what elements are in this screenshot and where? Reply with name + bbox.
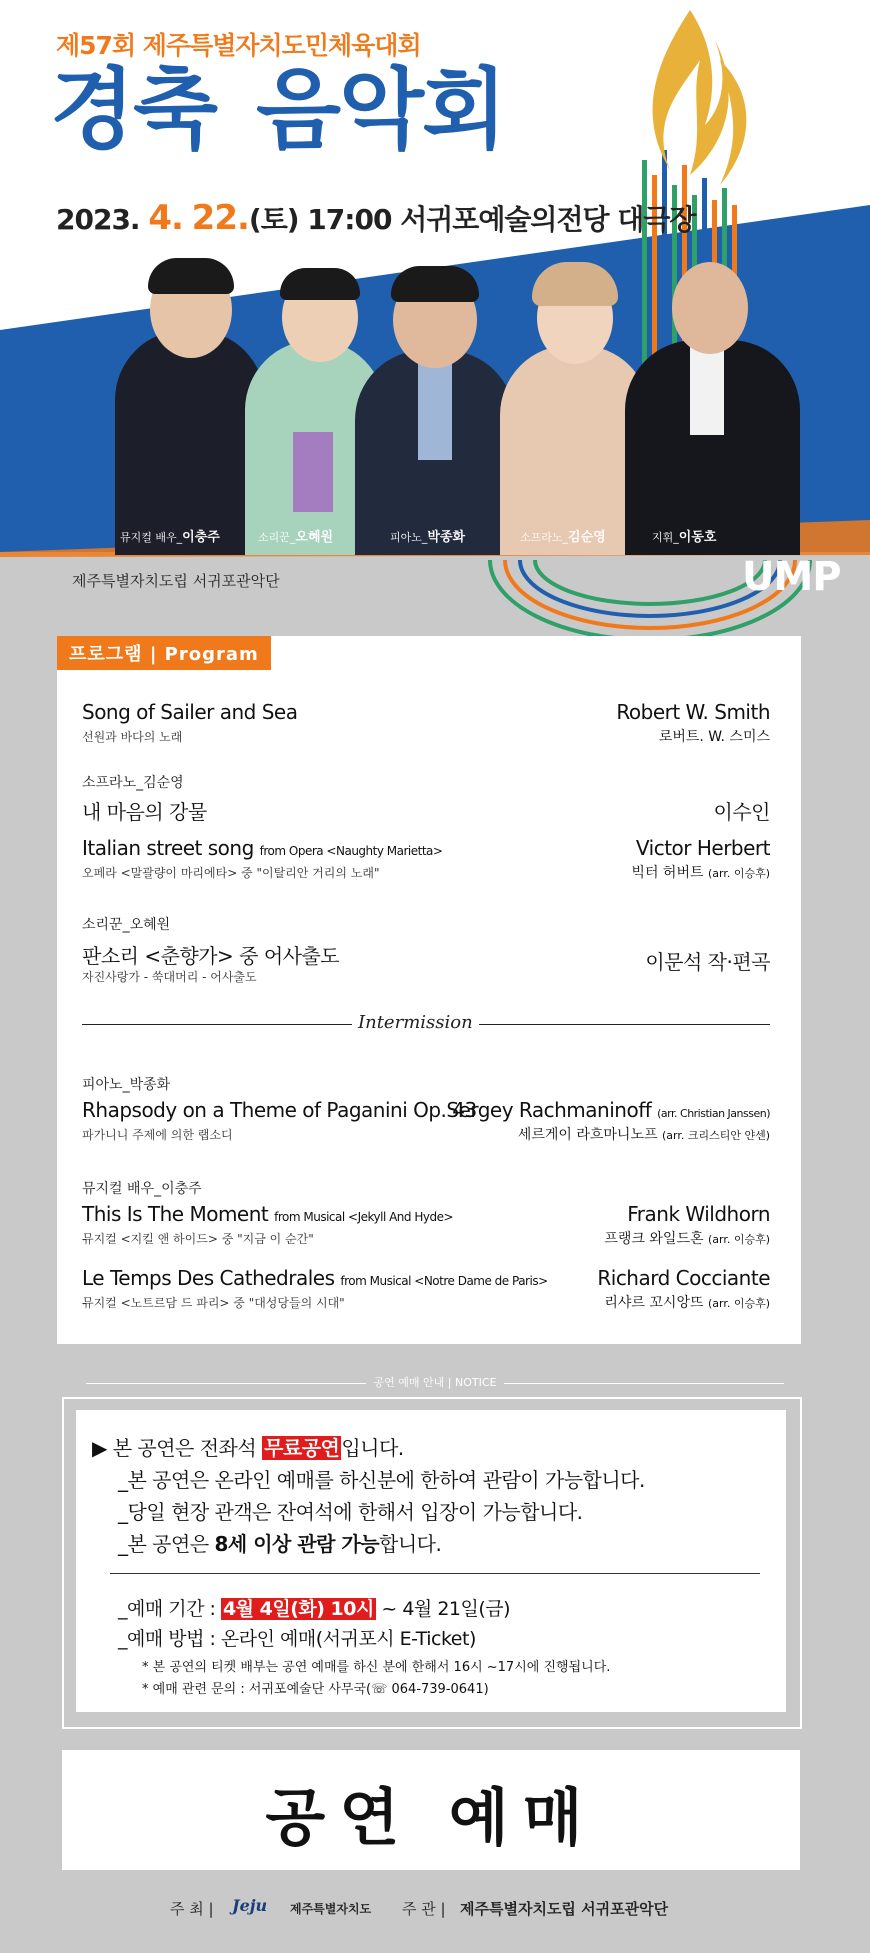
performer-heading: 소프라노_김순영: [82, 775, 184, 791]
booking-method: _예매 방법 : 온라인 예매(서귀포시 E-Ticket): [118, 1628, 476, 1650]
piece-subtitle: 파가니니 주제에 의한 랩소디: [82, 1128, 233, 1142]
notice-line-1: ▶ 본 공연은 전좌석 무료공연 입니다.: [92, 1436, 404, 1460]
intermission-divider: [82, 1012, 770, 1032]
composer-name-kr: 프랭크 와일드혼 (arr. 이승후): [604, 1231, 770, 1247]
performer-heading: 소리꾼_오혜원: [82, 917, 171, 933]
notice-note-1: * 본 공연의 티켓 배부는 공연 예매를 하신 분에 한해서 16시 ~17시에 진행됩니다.: [142, 1660, 611, 1675]
host-label: 주 최 |: [170, 1900, 214, 1918]
date-day: 22.: [191, 198, 249, 238]
composer-name: Frank Wildhorn: [627, 1202, 770, 1226]
piece-subtitle: 뮤지컬 <노트르담 드 파리> 중 "대성당들의 시대": [82, 1296, 345, 1310]
notice-note-2: * 예매 관련 문의 : 서귀포예술단 사무국(☏ 064-739-0641): [142, 1682, 489, 1697]
program-item-6: [82, 1202, 770, 1248]
program-item-7: [82, 1266, 770, 1312]
composer-name: Victor Herbert: [635, 836, 770, 860]
orchestra-name: 제주특별자치도립 서귀포관악단: [72, 572, 280, 590]
venue: 서귀포예술의전당 대극장: [400, 203, 696, 236]
main-title: [50, 58, 506, 161]
notice-line-4: _본 공연은 8세 이상 관람 가능합니다.: [118, 1532, 442, 1556]
main-title-part1: 경축: [50, 58, 217, 161]
notice-line-3: _당일 현장 관객은 잔여석에 한해서 입장이 가능합니다.: [118, 1500, 583, 1524]
piece-title: 판소리 <춘향가> 중 어사출도: [82, 944, 340, 968]
program-item-2: [82, 796, 770, 824]
date-month: 4.: [148, 198, 183, 238]
organizer-label: 주 관 |: [402, 1900, 446, 1918]
program-item-4: [82, 940, 770, 986]
piece-subtitle: 오페라 <말괄량이 마리에타> 중 "이탈리안 거리의 노래": [82, 866, 380, 880]
performer-heading: 뮤지컬 배우_이충주: [82, 1181, 202, 1197]
composer-name-kr: 세르게이 라흐마니노프 (arr. 크리스티안 얀센): [517, 1127, 770, 1143]
composer-name: Sergey Rachmaninoff (arr. Christian Janssen): [446, 1098, 770, 1122]
program-item-1: [82, 700, 770, 744]
footer: [0, 1896, 870, 1922]
jeju-logo: Jeju: [232, 1896, 268, 1915]
notice-divider: [110, 1573, 760, 1574]
performer-label-3: 피아노_박종화: [390, 530, 466, 545]
event-name: 제57회 제주특별자치도민체육대회: [56, 31, 421, 60]
intermission-label: Intermission: [352, 1012, 479, 1033]
performer-heading: 피아노_박종화: [82, 1077, 171, 1093]
date-year: 2023.: [56, 203, 140, 236]
performer-label-4: 소프라노_김순영: [520, 530, 606, 545]
organizer-name: 제주특별자치도립 서귀포관악단: [460, 1900, 669, 1918]
program-item-5: [82, 1098, 770, 1144]
composer-name-kr: 리샤르 꼬시앙뜨 (arr. 이승후): [604, 1295, 770, 1311]
composer-name-kr: 빅터 허버트 (arr. 이승후): [631, 865, 770, 881]
performer-label-5: 지휘_이동호: [652, 530, 717, 545]
program-item-3: [82, 836, 770, 882]
piece-subtitle: 선원과 바다의 노래: [82, 730, 183, 744]
composer-name: 이수인: [713, 800, 770, 824]
composer-name: Robert W. Smith: [616, 700, 770, 724]
host-name: 제주특별자치도: [290, 1902, 372, 1916]
main-title-part2: 음악회: [256, 58, 506, 161]
piece-title: Song of Sailer and Sea: [82, 700, 298, 724]
piece-subtitle: 뮤지컬 <지킬 앤 하이드> 중 "지금 이 순간": [82, 1232, 314, 1246]
composer-name: Richard Cocciante: [597, 1266, 770, 1290]
composer-name-kr: 로버트. W. 스미스: [658, 729, 770, 745]
program-tag: 프로그램 | Program: [57, 636, 271, 670]
notice-line-2: _본 공연은 온라인 예매를 하신분에 한하여 관람이 가능합니다.: [118, 1468, 645, 1492]
notice-header: 공연 예매 안내 | NOTICE: [0, 1374, 870, 1390]
booking-button-label[interactable]: 공연 예매: [265, 1781, 597, 1854]
piece-title: Rhapsody on a Theme of Paganini Op. 43: [82, 1098, 477, 1122]
booking-period: _예매 기간 : 4월 4일(화) 10시 ~ 4월 21일(금): [118, 1598, 511, 1620]
date-weekday: (토): [248, 203, 299, 236]
composer-name: 이문석 작·편곡: [645, 950, 770, 974]
piece-subtitle: 자진사랑가 - 쑥대머리 - 어사출도: [82, 970, 257, 984]
performer-label-1: 뮤지컬 배우_이충주: [120, 530, 220, 545]
ump-logo: UMP: [742, 554, 841, 600]
performer-label-2: 소리꾼_오혜원: [258, 530, 334, 545]
date-line: [56, 198, 695, 238]
hero-banner: [0, 0, 870, 640]
piece-title: This Is The Moment from Musical <Jekyll And Hyde>: [82, 1202, 454, 1226]
piece-title: Le Temps Des Cathedrales from Musical <Notre Dame de Paris>: [82, 1266, 548, 1290]
piece-title: 내 마음의 강물: [82, 800, 207, 824]
time: 17:00: [307, 203, 392, 236]
piece-title: Italian street song from Opera <Naughty Marietta>: [82, 836, 443, 860]
